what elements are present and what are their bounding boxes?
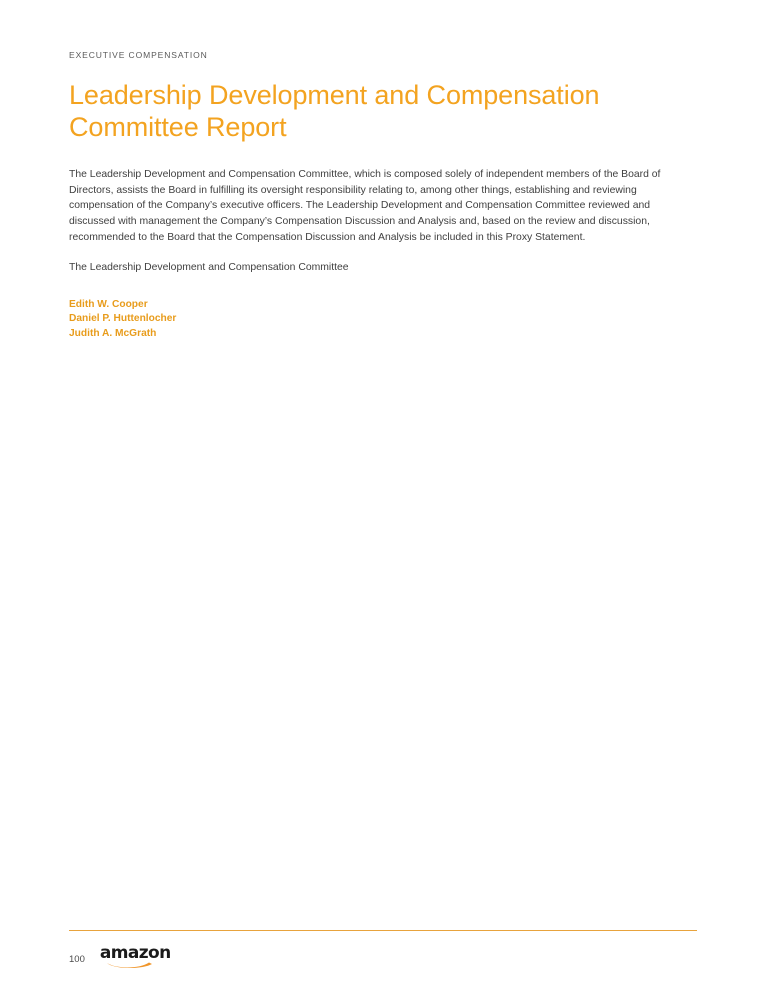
page-footer bbox=[69, 930, 697, 967]
footer-divider bbox=[69, 930, 697, 931]
amazon-logo bbox=[99, 943, 171, 967]
page-title: Leadership Development and Compensation Committee Report bbox=[69, 80, 600, 142]
section-eyebrow: EXECUTIVE COMPENSATION bbox=[69, 50, 208, 60]
amazon-logo-wordmark: amazon bbox=[99, 943, 171, 963]
signatory-list bbox=[69, 298, 697, 342]
list-item: Judith A. McGrath bbox=[69, 327, 157, 339]
list-item: Daniel P. Huttenlocher bbox=[69, 313, 177, 325]
amazon-smile-swoosh-icon bbox=[106, 960, 154, 969]
footer-row bbox=[69, 945, 697, 967]
page-content bbox=[69, 50, 697, 342]
body-paragraph-1: The Leadership Development and Compensation Committee, which is composed solely of independent members of the Board of Directors, assists the Board in fulfilling its oversight responsibility relating to, among other things, establishing and reviewing compensation of the Company’s executive officers. The Leadership Development and Compensation Committee reviewed and discussed with management the Company’s Compensation Discussion and Analysis and, based on the review and discussion, recommended to the Board that the Compensation Discussion and Analysis be included in this Proxy Statement. bbox=[69, 169, 661, 243]
list-item: Edith W. Cooper bbox=[69, 298, 148, 310]
body-paragraph-2: The Leadership Development and Compensation Committee bbox=[69, 262, 349, 274]
page-number: 100 bbox=[69, 954, 85, 965]
